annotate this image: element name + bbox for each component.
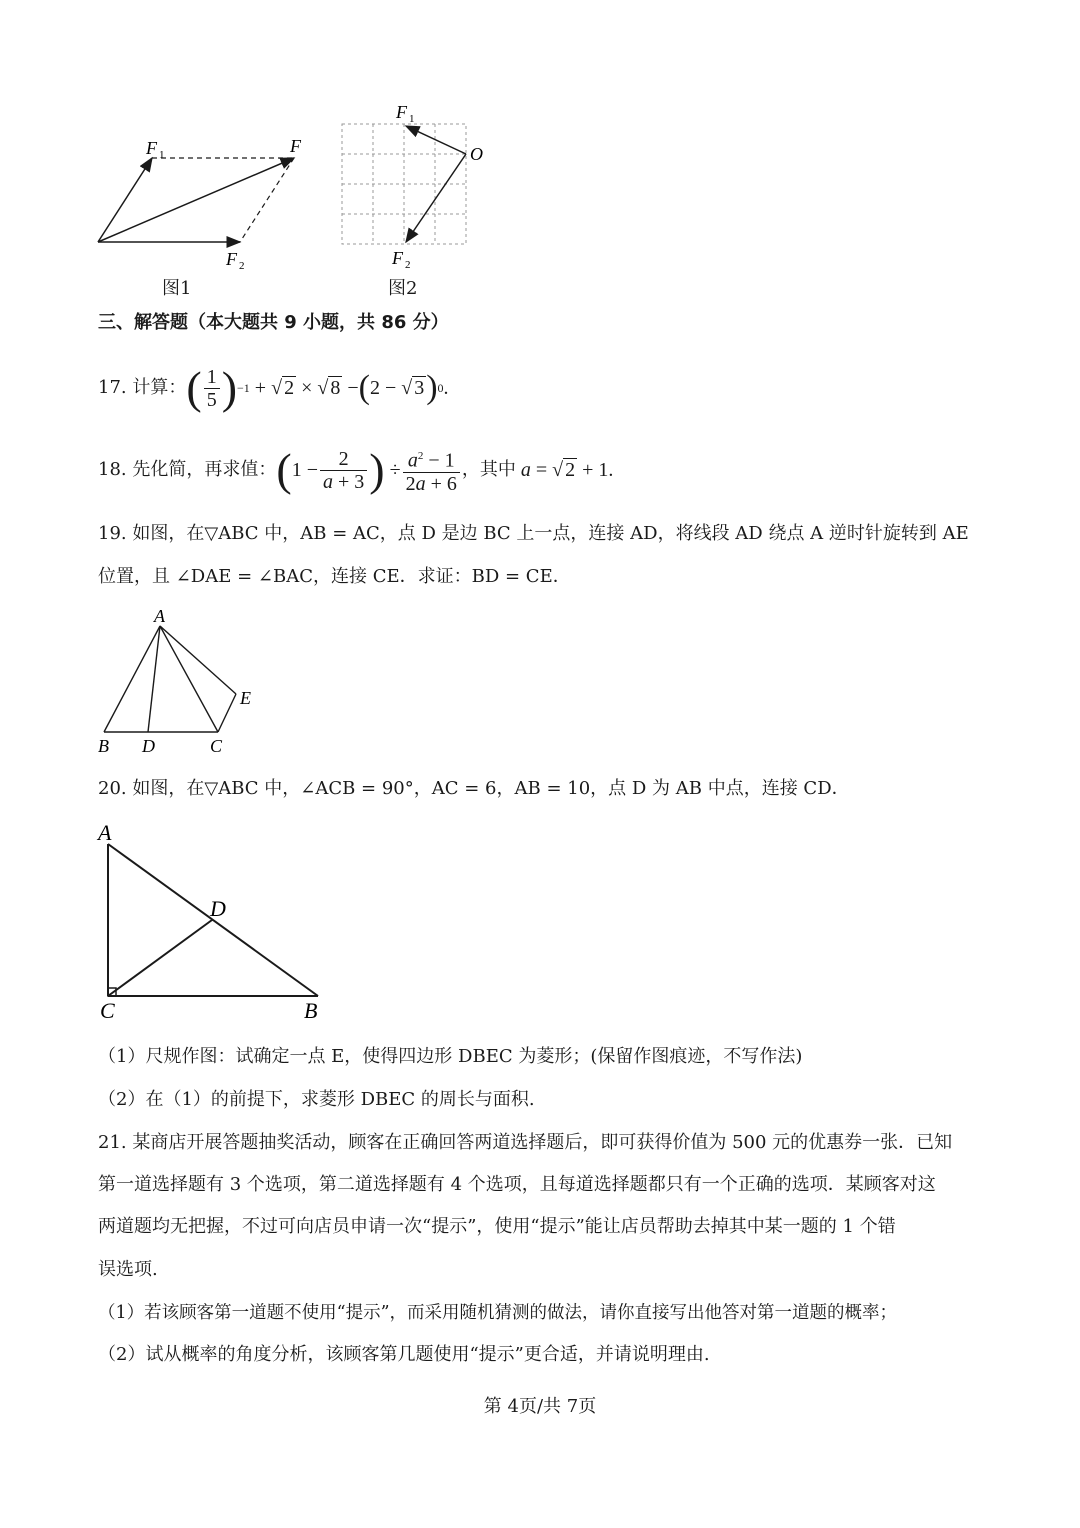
svg-text:A: A bbox=[154, 606, 165, 626]
svg-text:1: 1 bbox=[409, 113, 415, 125]
figure-q19 bbox=[90, 600, 270, 760]
figure-1 bbox=[90, 130, 330, 280]
fig1-caption: 图1 bbox=[162, 278, 192, 299]
fig2-caption: 图2 bbox=[388, 278, 418, 299]
svg-text:2: 2 bbox=[405, 259, 411, 271]
svg-text:C: C bbox=[210, 736, 223, 756]
svg-text:B: B bbox=[304, 998, 318, 1023]
question-20-part1: （1）尺规作图：试确定一点 E，使得四边形 DBEC 为菱形；(保留作图痕迹，不写作法) bbox=[98, 1046, 803, 1067]
figure-q20 bbox=[90, 818, 340, 1028]
label-O: O bbox=[470, 144, 483, 164]
svg-text:A: A bbox=[98, 820, 112, 845]
page-footer: 第 4页/共 7页 bbox=[483, 1396, 597, 1417]
figure-2 bbox=[330, 98, 500, 273]
label-F1: F bbox=[146, 138, 157, 158]
question-18: 18. 先化简，再求值： ( 1 − $\frac{2}{a + 3}$ ) ÷ $\frac{a^2 - 1}{2a + 6}$ ，其中 a = √ 2 + 1 . bbox=[98, 444, 614, 495]
svg-text:B: B bbox=[98, 736, 109, 756]
question-21-line1: 21. 某商店开展答题抽奖活动，顾客在正确回答两道选择题后，即可获得价值为 500 元的优惠券一张．已知 bbox=[98, 1132, 953, 1153]
question-21-line2: 第一道选择题有 3 个选项，第二道选择题有 4 个选项，且每道选择题都只有一个正确的选项．某顾客对这 bbox=[98, 1174, 936, 1195]
svg-text:2: 2 bbox=[239, 260, 245, 272]
question-21-line4: 误选项. bbox=[98, 1259, 158, 1280]
question-20-part2: （2）在（1）的前提下，求菱形 DBEC 的周长与面积. bbox=[98, 1089, 535, 1110]
section-heading: 三、解答题（本大题共 9 小题，共 86 分） bbox=[98, 312, 449, 333]
question-20-line1: 20. 如图，在▽ABC 中，∠ACB = 90°，AC = 6，AB = 10，点 D 为 AB 中点，连接 CD． bbox=[98, 778, 850, 799]
question-19-line2: 位置，且 ∠DAE = ∠BAC，连接 CE．求证：BD = CE． bbox=[98, 566, 571, 587]
svg-text:1: 1 bbox=[159, 149, 165, 161]
label-F2: F bbox=[226, 249, 237, 269]
svg-text:D: D bbox=[210, 896, 226, 921]
question-21-part2: （2）试从概率的角度分析，该顾客第几题使用“提示”更合适，并请说明理由. bbox=[98, 1344, 710, 1365]
label-F2-fig2: F bbox=[392, 248, 403, 268]
svg-text:D: D bbox=[142, 736, 155, 756]
question-19-line1: 19. 如图，在▽ABC 中，AB = AC，点 D 是边 BC 上一点，连接 AD，将线段 AD 绕点 A 逆时针旋转到 AE bbox=[98, 523, 969, 544]
label-F1-fig2: F bbox=[396, 102, 407, 122]
question-21-line3: 两道题均无把握，不过可向店员申请一次“提示”，使用“提示”能让店员帮助去掉其中某一题的 1 个错 bbox=[98, 1216, 896, 1237]
question-17: 17. 计算： ( $\frac{1}{5}$ ) −1 + √ 2 × √ 8 − ( 2 − √ 3 ) 0 . bbox=[98, 362, 449, 413]
svg-text:C: C bbox=[100, 998, 115, 1023]
question-21-part1: （1）若该顾客第一道题不使用“提示”，而采用随机猜测的做法，请你直接写出他答对第一道题的概率； bbox=[98, 1303, 898, 1323]
label-F: F bbox=[290, 136, 301, 156]
svg-text:E: E bbox=[240, 688, 251, 708]
